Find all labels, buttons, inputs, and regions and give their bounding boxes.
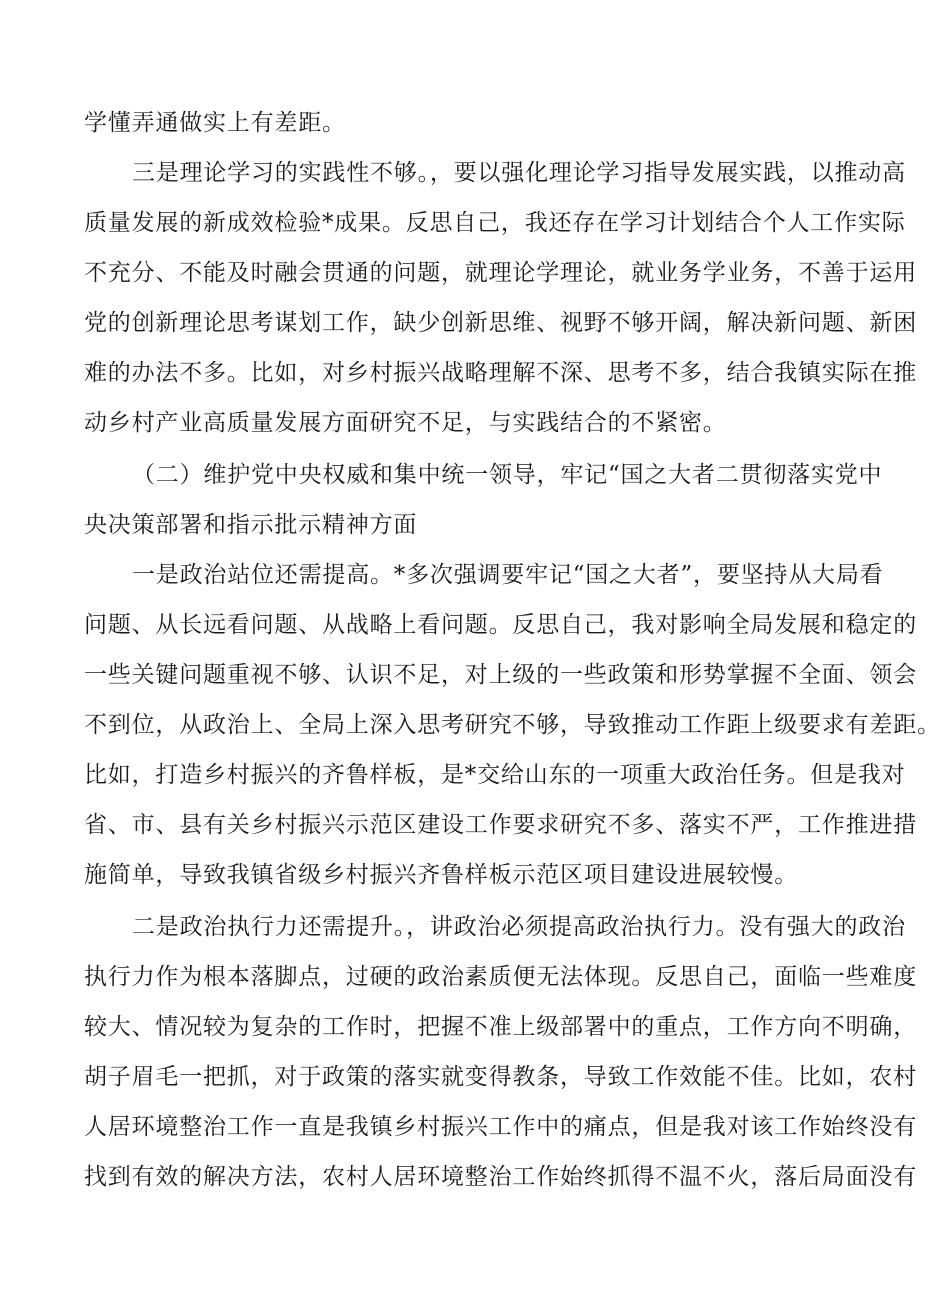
paragraph-first-line: 三是理论学习的实践性不够。，要以强化理论学习指导发展实践，以推动高 [132,160,906,186]
text-line: 难的办法不多。比如，对乡村振兴战略理解不深、思考不多，结合我镇实际在推 [84,360,917,386]
text-line: 执行力作为根本落脚点，过硬的政治素质便无法体现。反思自己，面临一些难度 [84,964,917,990]
text-line: 问题、从长远看问题、从战略上看问题。反思自己，我对影响全局发展和稳定的 [84,612,917,638]
text-line: 找到有效的解决方法，农村人居环境整治工作始终抓得不温不火，落后局面没有 [84,1164,917,1190]
text-line: 较大、情况较为复杂的工作时，把握不准上级部署中的重点，工作方向不明确， [84,1014,917,1040]
paragraph-first-line: 二是政治执行力还需提升。，讲政治必须提高政治执行力。没有强大的政治 [132,914,906,940]
text-line: 学懂弄通做实上有差距。 [84,110,346,136]
text-line: 省、市、县有关乡村振兴示范区建设工作要求研究不多、落实不严，工作推进措 [84,812,917,838]
text-line: 质量发展的新成效检验*成果。反思自己，我还存在学习计划结合个人工作实际 [84,210,906,236]
section-heading-line: （二）维护党中央权威和集中统一领导，牢记“国之大者二贯彻落实党中 [132,462,883,488]
text-line: 人居环境整治工作一直是我镇乡村振兴工作中的痛点，但是我对该工作始终没有 [84,1114,917,1140]
section-heading-line: 央决策部署和指示批示精神方面 [84,512,418,538]
text-line: 比如，打造乡村振兴的齐鲁样板，是*交给山东的一项重大政治任务。但是我对 [84,762,906,788]
text-line: 动乡村产业高质量发展方面研究不足，与实践结合的不紧密。 [84,410,727,436]
text-line: 胡子眉毛一把抓，对于政策的落实就变得教条，导致工作效能不佳。比如，农村 [84,1064,917,1090]
text-line: 一些关键问题重视不够、认识不足，对上级的一些政策和形势掌握不全面、领会 [84,662,917,688]
paragraph-first-line: 一是政治站位还需提高。*多次强调要牢记“国之大者”，要坚持从大局看 [132,562,884,588]
text-line: 不到位，从政治上、全局上深入思考研究不够，导致推动工作距上级要求有差距。 [84,712,941,738]
text-line: 不充分、不能及时融会贯通的问题，就理论学理论，就业务学业务，不善于运用 [84,260,917,286]
text-line: 施简单，导致我镇省级乡村振兴齐鲁样板示范区项目建设进展较慢。 [84,862,798,888]
text-line: 党的创新理论思考谋划工作，缺少创新思维、视野不够开阔，解决新问题、新困 [84,310,917,336]
